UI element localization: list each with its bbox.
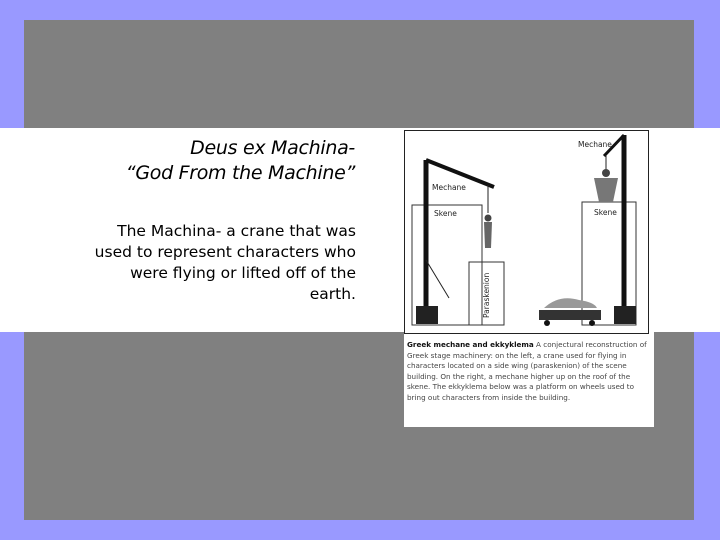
label-skene-right: Skene [594, 208, 617, 217]
caption-heading: Greek mechane and ekkyklema [407, 340, 534, 349]
ekkyklema-wheel-left [544, 320, 550, 326]
label-mechane-left: Mechane [432, 183, 466, 192]
label-paraskenion: Paraskenion [482, 272, 491, 318]
ekkyklema-wheel-right [589, 320, 595, 326]
slide-subtitle: “God From the Machine” [125, 162, 355, 184]
slide-title: Deus ex Machina- [190, 137, 355, 159]
stage-machinery-illustration [404, 130, 654, 335]
right-crane-base [614, 306, 636, 324]
caption-text: A conjectural reconstruction of Greek stage machinery: on the left, a crane used for flying in characters located on a side wing (paraskenion) of the scene building. On the right, a mechane higher up on the roof of the skene. The ekkyklema below was a platform on wheels used to bring out characters from inside the building. [407, 340, 647, 402]
ekkyklema-platform [539, 310, 601, 320]
figure-caption [407, 340, 650, 404]
left-crane-base [416, 306, 438, 324]
label-mechane-right: Mechane [578, 140, 612, 149]
stage-machinery-figure [404, 130, 654, 427]
slide-body-text: The Machina- a crane that was used to represent characters who were flying or lifted off of the earth. [94, 222, 356, 303]
left-figure-body [484, 222, 492, 248]
illustration-border [405, 131, 649, 334]
right-figure-head [602, 169, 610, 177]
left-figure-head [485, 215, 492, 222]
label-skene-left: Skene [434, 209, 457, 218]
